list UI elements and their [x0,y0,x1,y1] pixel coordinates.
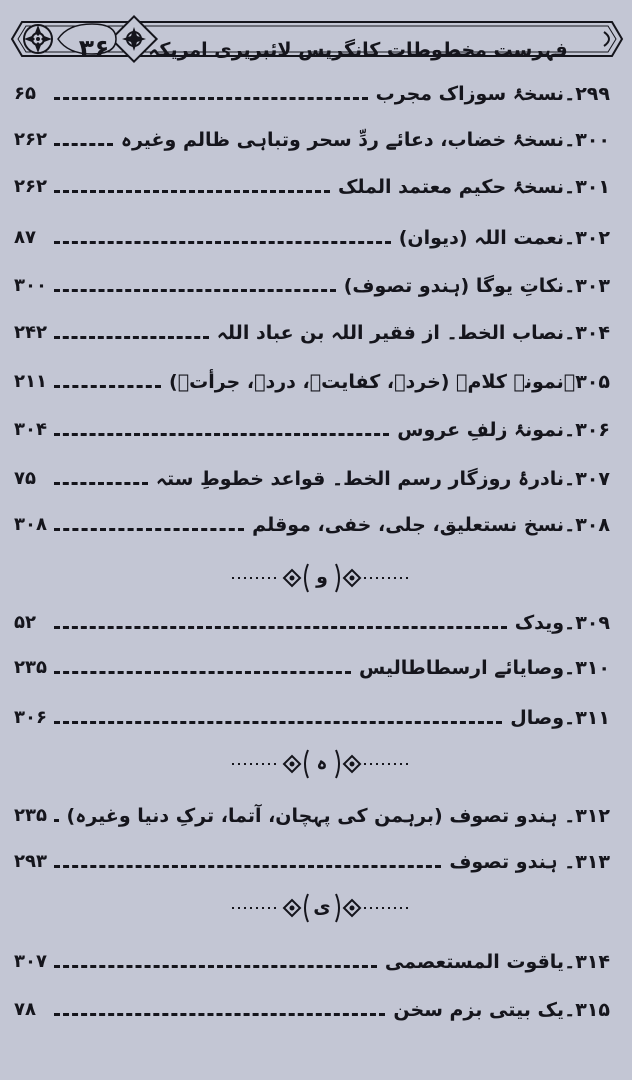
page-number: ۳۶ [78,34,110,63]
entry-page-number: ۳۰۸ [14,514,47,535]
catalog-entry [14,648,610,688]
entry-page-number: ۲۳۵ [14,805,47,826]
catalog-entry [14,603,610,643]
catalog-entry [14,990,610,1030]
dotted-leader [54,965,377,968]
section-divider [222,556,422,600]
dotted-leader [54,528,244,531]
entry-page-number: ۳۰۰ [14,275,47,296]
section-letter: ہ [316,752,328,774]
section-divider [222,742,422,786]
entry-title: ۳۰۶۔نمونۂ زلفِ عروس [397,419,610,441]
dotted-leader [54,97,368,100]
entry-page-number: ۸۷ [14,227,36,248]
catalog-entry [14,505,610,545]
entry-page-number: ۲۶۲ [14,176,47,197]
catalog-entry [14,842,610,882]
entry-title: ۳۱۲۔ ہندو تصوف (برہمن کی پہچان، آتما، ترکِ دنیا وغیرہ) [66,805,610,827]
dotted-leader [54,1013,385,1016]
entry-title: ۳۱۰۔وصایائے ارسطاطالیس [359,657,610,679]
entry-title: ۳۰۱۔نسخۂ حکیم معتمد الملک [337,176,610,198]
entry-page-number: ۷۸ [14,999,36,1020]
entry-page-number: ۷۵ [14,468,36,489]
catalog-entry [14,410,610,450]
entry-title: ۳۰۵۔نمونۂ کلام۔ (خردؔ، کفایتؔ، دردؔ، جرأتؔ) [169,371,610,393]
left-fleuron-icon [284,900,300,916]
section-letter: ی [313,896,331,918]
dotted-leader [54,865,441,868]
left-fleuron-icon [284,570,300,586]
page-title: فہرست مخطوطات کانگریس لائبریری امریکہ [148,39,568,61]
entry-title: ۲۹۹۔نسخۂ سوزاک مجرب [375,83,610,105]
entry-title: ۳۰۷۔نادرۂ روزگار رسم الخط۔ قواعد خطوطِ ستہ [155,468,610,490]
entry-page-number: ۳۰۴ [14,419,47,440]
catalog-entry [14,459,610,499]
entry-page-number: ۲۶۲ [14,129,47,150]
dotted-leader [54,190,330,193]
right-fleuron-icon [344,756,360,772]
section-letter: و [316,566,328,588]
dotted-leader [54,289,336,292]
entry-title: ۳۰۲۔نعمت اللہ (دیوان) [398,227,610,249]
entry-page-number: ۳۰۶ [14,707,47,728]
catalog-entry [14,698,610,738]
catalog-entry [14,362,610,402]
entry-title: ۳۰۰۔نسخۂ خضاب، دعائے ردِّ سحر وتباہی ظالم وغیرہ [120,129,610,151]
entry-title: ۳۰۳۔نکاتِ یوگا (ہندو تصوف) [343,275,610,297]
catalog-entry [14,942,610,982]
entry-title: ۳۱۱۔وصال [510,707,610,729]
dotted-leader [54,671,351,674]
page-header [8,12,626,66]
catalog-entry [14,167,610,207]
catalog-entry [14,796,610,836]
entry-title: ۳۱۳۔ ہندو تصوف [449,851,610,873]
dotted-leader [54,336,209,339]
dotted-leader [54,482,148,485]
entry-page-number: ۵۲ [14,612,36,633]
dotted-leader [54,626,507,629]
dotted-leader [54,241,391,244]
entry-page-number: ۲۳۵ [14,657,47,678]
entry-page-number: ۶۵ [14,83,36,104]
dotted-leader [54,721,502,724]
right-fleuron-icon [344,900,360,916]
dotted-leader [54,433,389,436]
entry-title: ۳۰۹۔ویدک [514,612,610,634]
catalog-entry [14,266,610,306]
right-fleuron-icon [344,570,360,586]
section-divider [222,886,422,930]
entry-page-number: ۲۹۳ [14,851,47,872]
entry-title: ۳۰۴۔نصاب الخط۔ از فقیر اللہ بن عباد اللہ [216,322,610,344]
entry-title: ۳۱۴۔یاقوت المستعصمی [384,951,610,973]
left-rosette-icon [24,25,52,53]
entry-page-number: ۲۱۱ [14,371,47,392]
catalog-entry [14,218,610,258]
entry-page-number: ۳۰۷ [14,951,47,972]
dotted-leader [54,143,113,146]
catalog-entry [14,120,610,160]
entry-page-number: ۲۴۲ [14,322,47,343]
left-fleuron-icon [284,756,300,772]
dotted-leader [54,819,59,822]
entry-title: ۳۱۵۔یک بیتی بزم سخن [393,999,610,1021]
dotted-leader [54,385,161,388]
catalog-entry [14,74,610,114]
catalog-entry [14,313,610,353]
entry-title: ۳۰۸۔نسخ نستعلیق، جلی، خفی، موقلم [252,514,610,536]
